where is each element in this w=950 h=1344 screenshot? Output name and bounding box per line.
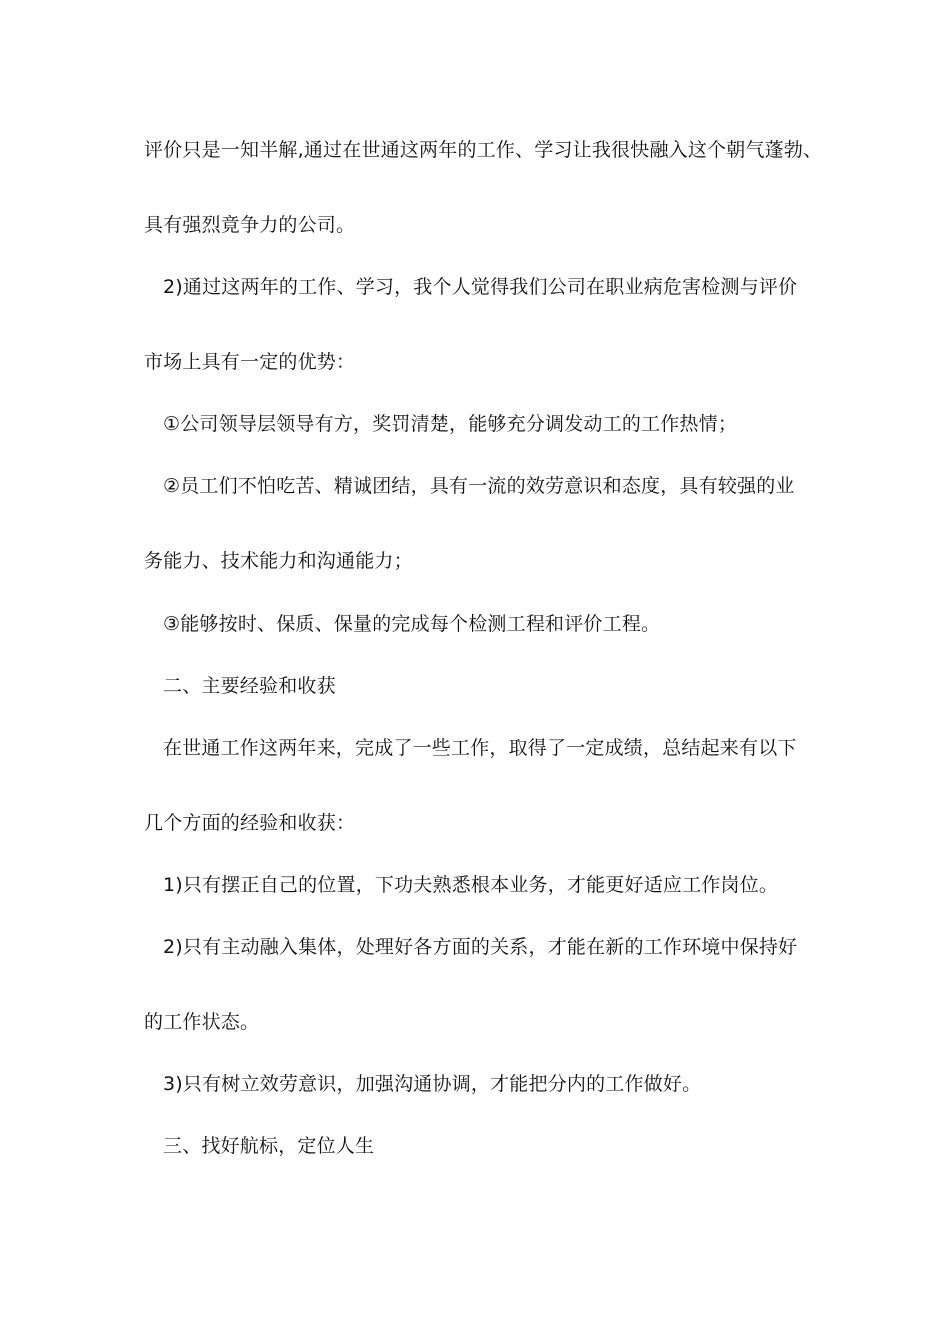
paragraph-line: 市场上具有一定的优势： <box>144 351 356 373</box>
list-item: 3)只有树立效劳意识，加强沟通协调，才能把分内的工作做好。 <box>163 1073 702 1095</box>
paragraph-line: 2)通过这两年的工作、学习，我个人觉得我们公司在职业病危害检测与评价 <box>163 276 798 298</box>
list-item: ①公司领导层领导有方，奖罚清楚，能够充分调发动工的工作热情； <box>163 413 738 435</box>
paragraph-line: 在世通工作这两年来，完成了一些工作，取得了一定成绩，总结起来有以下 <box>163 737 797 759</box>
paragraph-line: 具有强烈竟争力的公司。 <box>144 214 356 236</box>
section-heading: 二、主要经验和收获 <box>163 675 336 697</box>
section-heading: 三、找好航标，定位人生 <box>163 1135 375 1157</box>
paragraph-line: 的工作状态。 <box>144 1011 260 1033</box>
paragraph-line: 务能力、技术能力和沟通能力； <box>144 550 413 572</box>
paragraph-line: 评价只是一知半解,通过在世通这两年的工作、学习让我很快融入这个朝气蓬勃、 <box>144 139 823 161</box>
paragraph-line: 几个方面的经验和收获： <box>144 812 356 834</box>
list-item: ②员工们不怕吃苦、精诚团结，具有一流的效劳意识和态度，具有较强的业 <box>163 475 795 497</box>
list-item: ③能够按时、保质、保量的完成每个检测工程和评价工程。 <box>163 613 661 635</box>
list-item: 2)只有主动融入集体，处理好各方面的关系，才能在新的工作环境中保持好 <box>163 936 798 958</box>
list-item: 1)只有摆正自己的位置，下功夫熟悉根本业务，才能更好适应工作岗位。 <box>163 874 779 896</box>
